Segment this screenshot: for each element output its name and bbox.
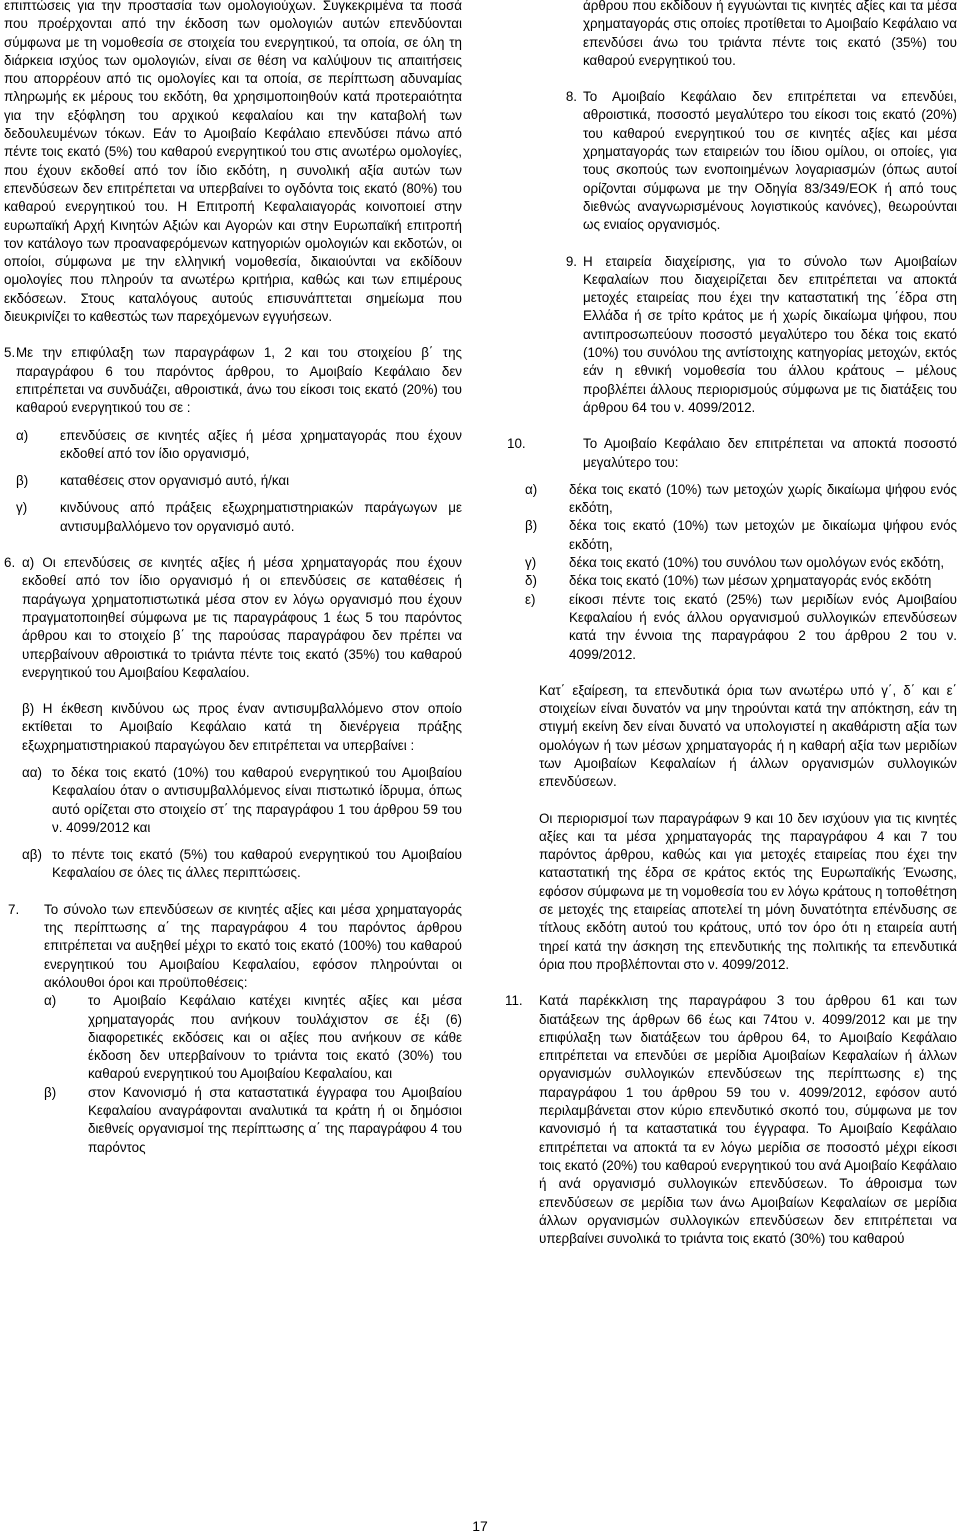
paragraph-text: Το Αμοιβαίο Κεφάλαιο δεν επιτρέπεται να αποκτά ποσοστό μεγαλύτερο του: xyxy=(583,436,957,470)
paragraph-6a xyxy=(4,554,462,682)
list-item xyxy=(4,499,462,536)
list-item xyxy=(4,992,462,1083)
item-text: δέκα τοις εκατό (10%) των μετοχών με δικαίωμα ψήφου ενός εκδότη, xyxy=(569,518,957,552)
item-text: καταθέσεις στον οργανισμό αυτό, ή/και xyxy=(60,473,290,489)
list-item xyxy=(505,554,957,572)
item-label: β) xyxy=(16,473,29,489)
item-label: α) xyxy=(16,427,29,443)
list-item xyxy=(505,572,957,590)
paragraph-6b: β) Η έκθεση κινδύνου ως προς έναν αντισυμβαλλόμενο στον οποίο εκτίθεται το Αμοιβαίο Κεφάλαιο κατά τη διενέργεια πράξης εξωχρηματιστηριακού παραγώγου δεν επιτρέπεται να υπερβαίνει : xyxy=(22,701,462,753)
list-item xyxy=(505,481,957,518)
item-label: αα) xyxy=(22,764,42,780)
item-label: β) xyxy=(525,518,538,534)
item-label: ε) xyxy=(525,591,536,607)
paragraph-text: Κατά παρέκκλιση της παραγράφου 3 του άρθρου 61 και των διατάξεων της άρθρων 66 έως και 74του ν. 4099/2012 και με την επιφύλαξη των διατάξεων του άρθρου 64, το Αμοιβαίο Κεφάλαιο επιτρέπεται να επενδύει σε μερίδια Αμοιβαίων Κεφαλαίων ή άλλων οργανισμών συλλογικών επενδύσεων της περίπτωσης ε) της παραγράφου 1 του άρθρου 59 του ν. 4099/2012, εφόσον αυτό περιλαμβάνεται στον κύριο επενδυτικό σκοπό του, σύμφωνα με τον κανονισμό ή τα καταστατικά του έγγραφα. Το Αμοιβαίο Κεφάλαιο επιτρέπεται να αποκτά τα εν λόγω μερίδια σε ποσοστό μέχρι είκοσι τοις εκατό (20%) του καθαρού ενεργητικού του ανά Αμοιβαίο Κεφάλαιο ή ανά οργανισμό συλλογικών επενδύσεων. Το άθροισμα των επενδύσεων σε μερίδια των άνω Αμοιβαίων Κεφαλαίων σε μερίδια άλλων οργανισμών συλλογικών επενδύσεων δεν επιτρέπεται να υπερβαίνει συνολικά το τριάντα τοις εκατό (30%) του καθαρού xyxy=(539,993,957,1247)
paragraph-number: 6. xyxy=(4,555,16,571)
item-label: γ) xyxy=(525,555,537,571)
list-item xyxy=(4,427,462,464)
paragraph-11 xyxy=(505,992,957,1248)
paragraph-number: 5. xyxy=(4,345,16,361)
item-label: γ) xyxy=(16,500,28,516)
paragraph-number: 8. xyxy=(565,89,577,105)
page-number: 17 xyxy=(472,1518,488,1534)
item-text: δέκα τοις εκατό (10%) των μετοχών χωρίς δικαίωμα ψήφου ενός εκδότη, xyxy=(569,481,957,516)
list-item xyxy=(4,472,462,490)
paragraph-text: Το Αμοιβαίο Κεφάλαιο δεν επιτρέπεται να επενδύει, αθροιστικά, ποσοστό μεγαλύτερο του είκοσι τοις εκατό (20%) του καθαρού ενεργητικού του σε κινητές αξίες και μέσα χρηματαγοράς των εταιρειών του ίδιου ομίλου, οι οποίες, για τους σκοπούς των ενοποιημένων λογαριασμών (όπως αυτοί ορίζονται σύμφωνα με την Οδηγία 83/349/ΕΟΚ ή από τους διεθνώς αναγνωρισμένους λογιστικούς κανόνες), θεωρούνται ως ενιαίος οργανισμός. xyxy=(583,89,957,233)
paragraph-text: α) Οι επενδύσεις σε κινητές αξίες ή μέσα χρηματαγοράς που έχουν εκδοθεί από τον ίδιο οργανισμό ή οι επενδύσεις σε καταθέσεις ή παράγωγα χρηματοπιστωτικά μέσα στον εν λόγω οργανισμό που έχουν πραγματοποιηθεί σύμφωνα με τις παραγράφους 1 έως 5 του παρόντος άρθρου και το στοιχείο β΄ της παρούσας παραγράφου δεν πρέπει να υπερβαίνουν αθροιστικά το τριάντα πέντε τοις εκατό (35%) του καθαρού ενεργητικού του Αμοιβαίου Κεφαλαίου. xyxy=(22,555,462,680)
paragraph-text: Με την επιφύλαξη των παραγράφων 1, 2 και του στοιχείου β΄ της παραγράφου 6 του παρόντος άρθρου, το Αμοιβαίο Κεφάλαιο δεν επιτρέπεται να συνδυάζει, αθροιστικά, άνω του είκοσι τοις εκατό (20%) του καθαρού ενεργητικού του σε : xyxy=(16,345,462,416)
paragraph-9 xyxy=(505,253,957,418)
continued-paragraph: άρθρου που εκδίδουν ή εγγυώνται τις κινητές αξίες και τα μέσα χρηματαγοράς στις οποίες προτίθεται το Αμοιβαίο Κεφάλαιο να επενδύσει άνω του τριάντα πέντε τοις εκατό (35%) του καθαρού ενεργητικού του. xyxy=(583,0,957,68)
intro-paragraph: επιπτώσεις για την προστασία των ομολογιούχων. Συγκεκριμένα τα ποσά που προέρχονται από την έκδοση των ομολογιών αυτών επενδύονται σύμφωνα με τη νομοθεσία σε στοιχεία του ενεργητικού, τα οποία, σε όλη τη διάρκεια ισχύος των ομολογιών, είναι σε θέση να καλύψουν τις απαιτήσεις που απορρέουν από τις ομολογίες και τα οποία, σε περίπτωση αδυναμίας πληρωμής εκ μέρους του εκδότη, θα χρησιμοποιηθούν κατά προτεραιότητα για την εξόφληση του αρχικού κεφαλαίου και την καταβολή των δεδουλευμένων τόκων. Εάν το Αμοιβαίο Κεφάλαιο επενδύσει πάνω από πέντε τοις εκατό (5%) του καθαρού ενεργητικού του στις ανωτέρω ομολογίες, που έχουν εκδοθεί από τον ίδιο εκδότη, η συνολική αξία αυτών των επενδύσεων δεν επιτρέπεται να υπερβαίνει το ογδόντα τοις εκατό (80%) του καθαρού ενεργητικού του. Η Επιτροπή Κεφαλαιαγοράς κοινοποιεί στην ευρωπαϊκή Αρχή Κινητών Αξιών και Αγορών και στην Ευρωπαϊκή επιτροπή τον κατάλογο των προαναφερόμενων κατηγοριών ομολογιών και εκδοτών, οι οποίοι, σύμφωνα με την ελληνική νομοθεσία, δικαιούνται να εκδίδουν ομολογίες που πληρούν τα ανωτέρω κριτήρια, καθώς και των επιμέρους εκδόσεων. Στους καταλόγους αυτούς επισυνάπτεται σημείωμα που διευκρινίζει το καθεστώς των παρεχόμενων εγγυήσεων. xyxy=(4,0,462,325)
paragraph-number: 9. xyxy=(565,253,577,269)
paragraph-5 xyxy=(4,344,462,417)
left-column xyxy=(4,0,462,1157)
item-text: δέκα τοις εκατό (10%) του συνόλου των ομολόγων ενός εκδότη, xyxy=(569,555,945,571)
item-text: το Αμοιβαίο Κεφάλαιο κατέχει κινητές αξίες και μέσα χρηματαγοράς που ανήκουν τουλάχιστον σε έξι (6) διαφορετικές εκδόσεις και οι αξίες που ανήκουν σε κάθε έκδοση δεν υπερβαίνουν το τριάντα τοις εκατό (30%) του καθαρού ενεργητικού του Αμοιβαίου Κεφαλαίου, και xyxy=(88,993,462,1082)
paragraph-text: Η εταιρεία διαχείρισης, για το σύνολο των Αμοιβαίων Κεφαλαίων που διαχειρίζεται δεν επιτρέπεται να αποκτά μετοχές εταιρείας που έχει την καταστατική της ΄έδρα στη Ελλάδα ή σε τρίτο κράτος με ή χωρίς δικαίωμα ψήφου, που αντιπροσωπεύουν ποσοστό μεγαλύτερο του δέκα τοις εκατό (10%) του συνόλου της αντίστοιχης κατηγορίας μετοχών, εκτός εάν η εθνική νομοθεσία του άλλου κράτους – μέλους προβλέπει άλλους περιορισμούς σύμφωνα με τις διατάξεις του άρθρου 64 του ν. 4099/2012. xyxy=(583,253,957,415)
list-item xyxy=(505,517,957,554)
list-item xyxy=(505,591,957,664)
list-item xyxy=(4,1084,462,1157)
item-text: στον Κανονισμό ή στα καταστατικά έγγραφα του Αμοιβαίου Κεφαλαίου αναγράφονται αναλυτικά τα κράτη ή οι δημόσιοι διεθνείς οργανισμοί της περίπτωσης α΄ της παραγράφου 4 του παρόντος xyxy=(88,1084,462,1155)
paragraph-10 xyxy=(505,435,957,472)
right-column xyxy=(505,0,957,1248)
list-item xyxy=(4,764,462,837)
item-label: δ) xyxy=(525,573,537,589)
item-label: β) xyxy=(44,1084,57,1100)
item-label: α) xyxy=(525,481,538,497)
item-label: αβ) xyxy=(22,847,42,863)
item-text: κινδύνους από πράξεις εξωχρηματιστηριακών παράγωγων με αντισυμβαλλόμενο τον οργανισμό αυτό. xyxy=(60,500,462,534)
item-text: το δέκα τοις εκατό (10%) του καθαρού ενεργητικού του Αμοιβαίου Κεφαλαίου όταν ο αντισυμβαλλόμενος είναι πιστωτικό ίδρυμα, όπως αυτό ορίζεται στο στοιχείο στ΄ της παραγράφου 1 του άρθρου 59 του ν. 4099/2012 και xyxy=(52,764,462,835)
item-text: είκοσι πέντε τοις εκατό (25%) των μεριδίων ενός Αμοιβαίου Κεφαλαίου ή ενός άλλου οργανισμού συλλογικών επενδύσεων κατά την έννοια της παραγράφου 2 του άρθρου 2 του ν. 4099/2012. xyxy=(569,591,957,662)
paragraph-number: 10. xyxy=(507,436,526,452)
item-text: επενδύσεις σε κινητές αξίες ή μέσα χρηματαγοράς που έχουν εκδοθεί από τον ίδιο οργανισμό, xyxy=(60,427,462,461)
paragraph-text: Το σύνολο των επενδύσεων σε κινητές αξίες και μέσα χρηματαγοράς της περίπτωσης α΄ της παραγράφου 4 του παρόντος άρθρου επιτρέπεται να αυξηθεί μέχρι το εκατό τοις εκατό (100%) του καθαρού ενεργητικού του Αμοιβαίου Κεφαλαίου, εφόσον πληρούνται οι ακόλουθοι όροι και προϋποθέσεις: xyxy=(44,901,462,990)
list-item xyxy=(4,846,462,883)
item-text: δέκα τοις εκατό (10%) των μέσων χρηματαγοράς ενός εκδότη xyxy=(569,573,932,589)
paragraph-10-exception: Κατ΄ εξαίρεση, τα επενδυτικά όρια των ανωτέρω υπό γ΄, δ΄ και ε΄ στοιχείων είναι δυνατόν να μην τηρούνται κατά την απόκτηση, εάν τη στιγμή εκείνη δεν είναι δυνατό να υπολογιστεί η ακαθάριστη αξία των ομολόγων ή των μέσων χρηματαγοράς ή η καθαρή αξία των μεριδίων των Αμοιβαίων Κεφαλαίων ή άλλων οργανισμών συλλογικών επενδύσεων. xyxy=(539,682,957,790)
paragraph-7 xyxy=(4,901,462,992)
paragraph-8 xyxy=(505,88,957,234)
paragraph-number: 7. xyxy=(8,901,20,917)
paragraph-10-limits: Οι περιορισμοί των παραγράφων 9 και 10 δεν ισχύουν για τις κινητές αξίες και τα μέσα χρηματαγοράς της παραγράφου 4 και 7 του παρόντος άρθρου, καθώς και για μετοχές εταιρείας που έχει την καταστατική της έδρα σε κράτος εκτός της Ευρωπαϊκής Ένωσης, εφόσον σύμφωνα με τη νομοθεσία του εν λόγω κράτους η τοποθέτηση σε μετοχές της εταιρείας αποτελεί τη μόνη δυνατότητα επένδυσης σε τίτλους εκδότη αυτού του κράτους, υπό τον όρο ότι η εταιρεία αυτή τηρεί κατά την άσκηση της επενδυτικής της πολιτικής τα επενδυτικά όρια που προβλέπονται στο ν. 4099/2012. xyxy=(539,810,957,972)
item-text: το πέντε τοις εκατό (5%) του καθαρού ενεργητικού του Αμοιβαίου Κεφαλαίου σε όλες τις άλλες περιπτώσεις. xyxy=(52,847,462,881)
item-label: α) xyxy=(44,993,57,1009)
paragraph-number: 11. xyxy=(505,993,523,1009)
